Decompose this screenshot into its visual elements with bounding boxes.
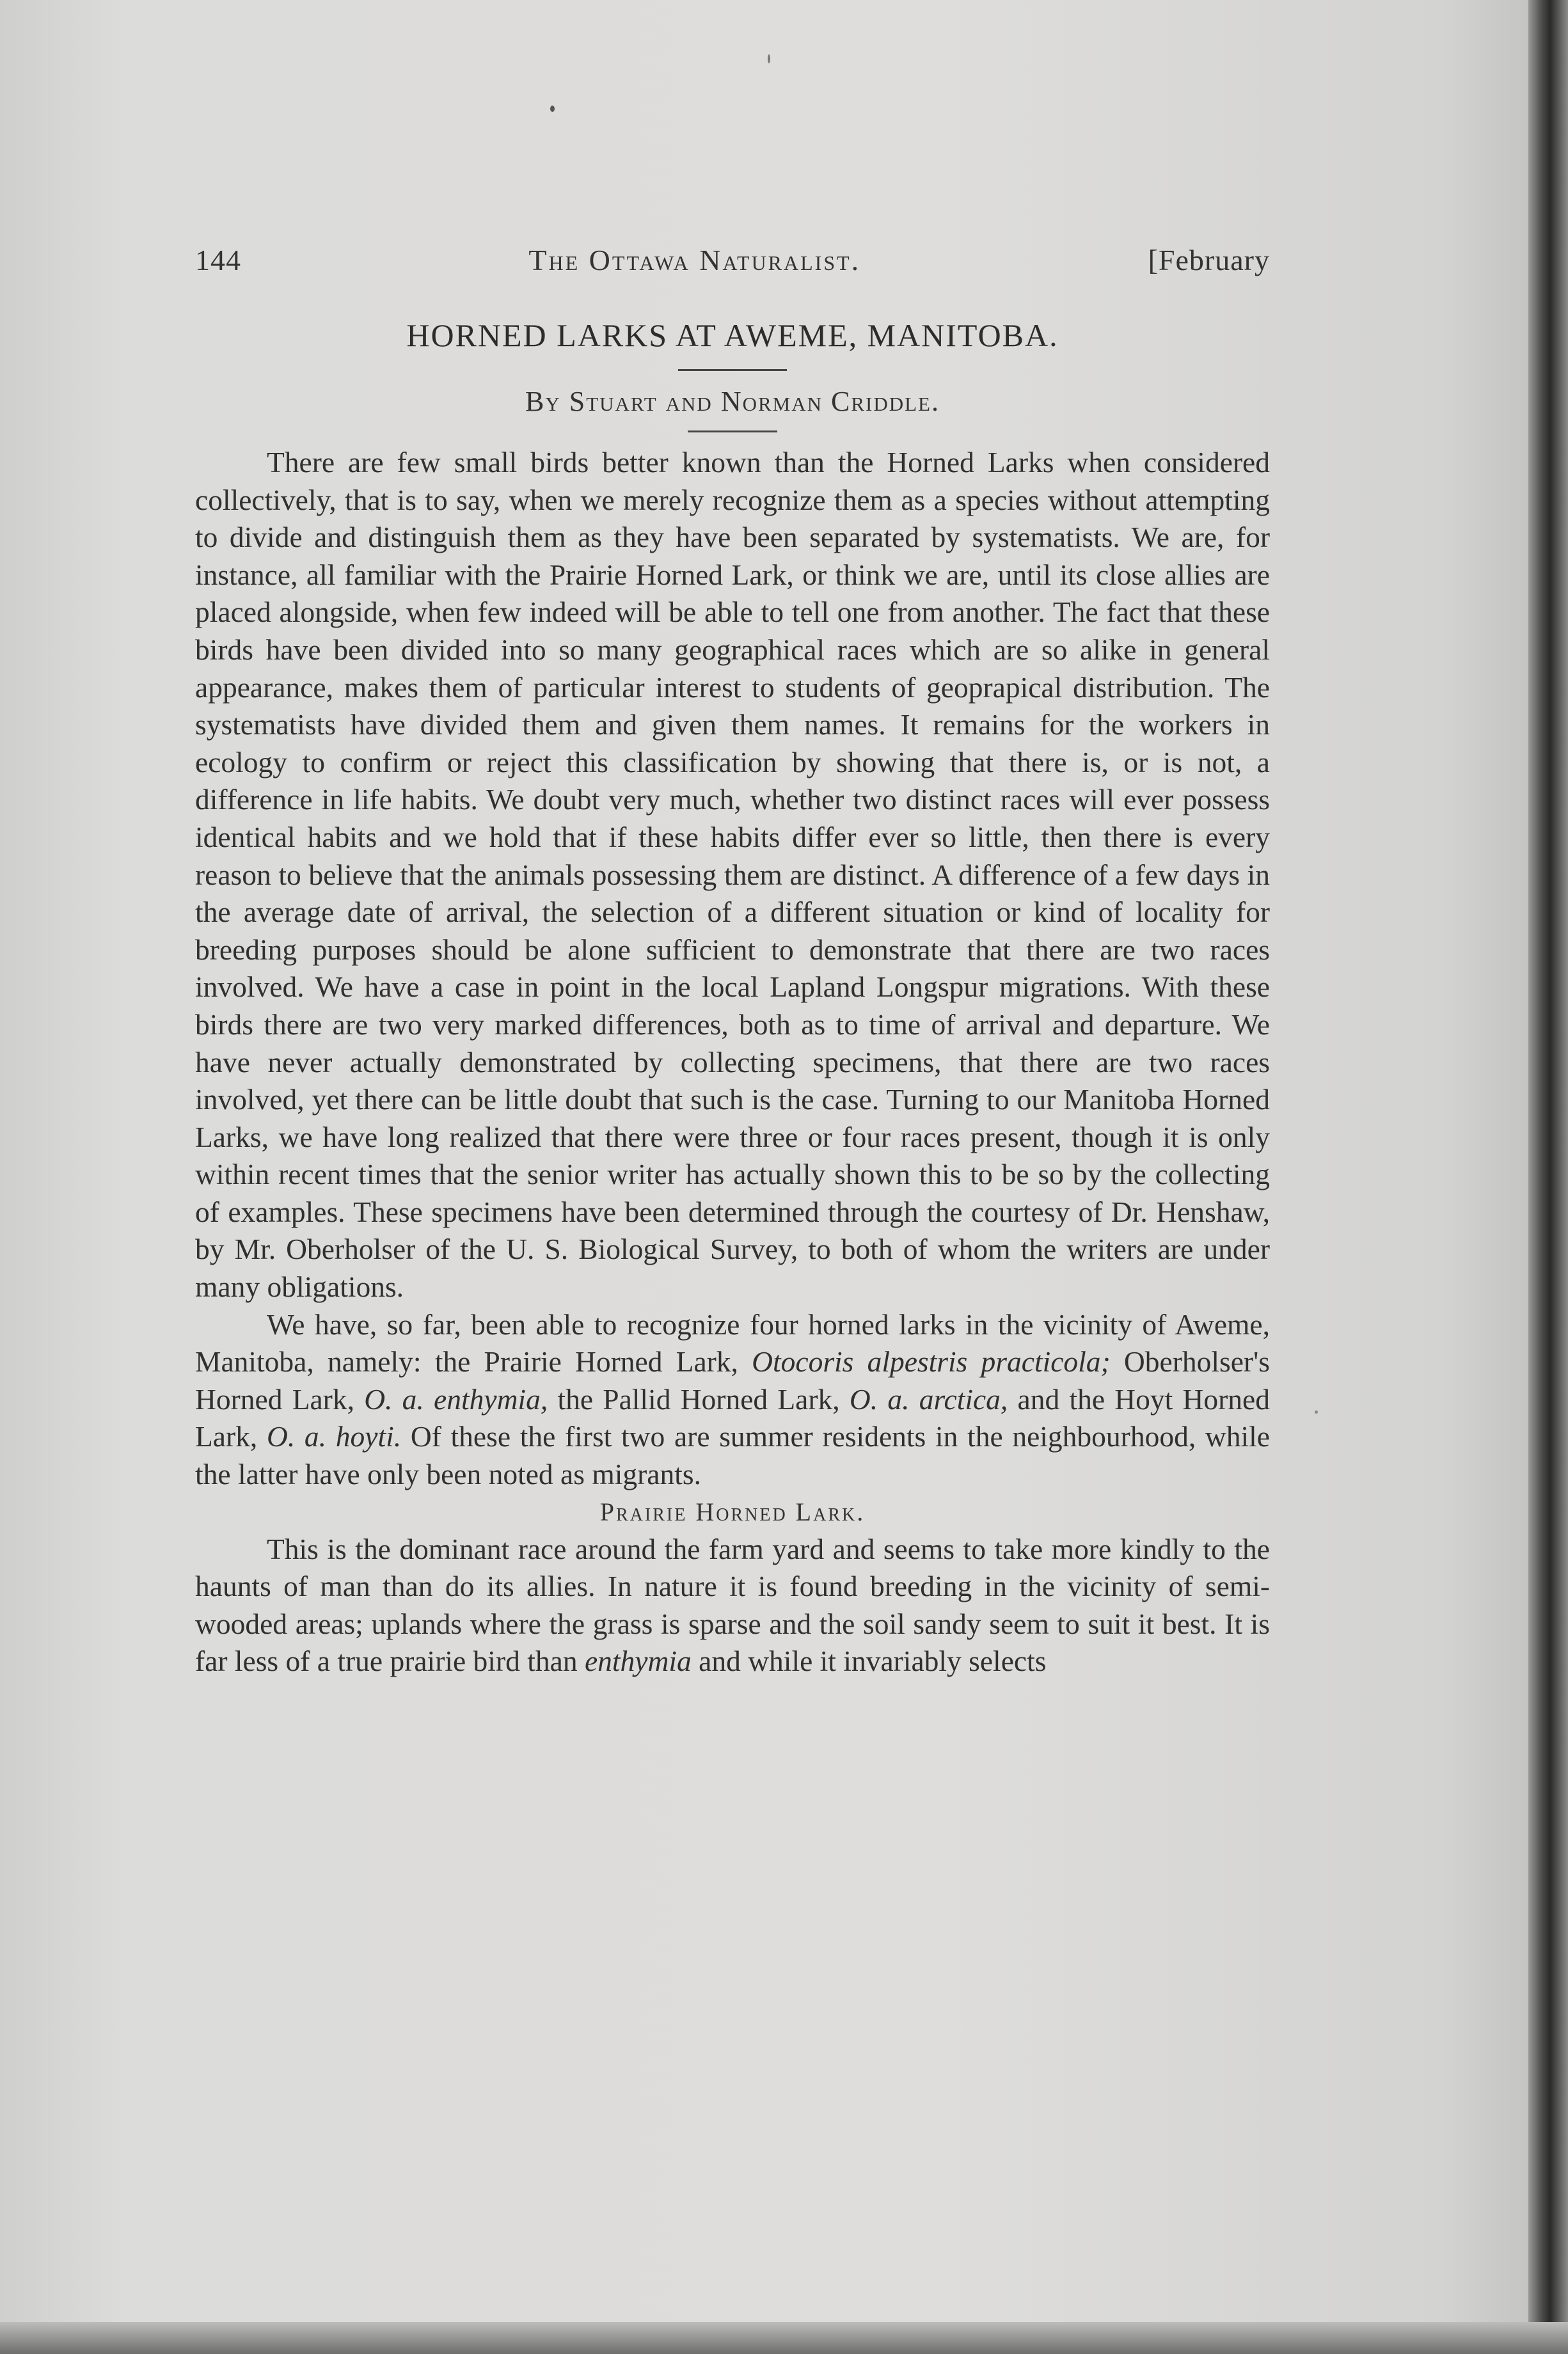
species-name: O. a. arctica, bbox=[849, 1382, 1008, 1416]
p3-text-a: This is the dominant race around the farm yard and seems to take more kindly to the haunts of man than do its allies. In nature it is found breeding in the vicinity of semi-wooded areas; uplands where the grass is sparse and the soil sandy seem to suit it best. It is far less of a true prairie bird than bbox=[195, 1532, 1270, 1678]
article-body bbox=[195, 243, 1270, 1680]
article-title: HORNED LARKS AT AWEME, MANITOBA. bbox=[406, 317, 1059, 353]
species-name: Otocoris alpestris practicola; bbox=[752, 1345, 1111, 1378]
species-name: O. a. hoyti. bbox=[266, 1420, 402, 1453]
title-rule bbox=[678, 369, 787, 371]
paragraph-3 bbox=[195, 1531, 1270, 1680]
dust-speck bbox=[1315, 1410, 1318, 1414]
p2-text-e: the Pallid Horned Lark, bbox=[548, 1382, 850, 1416]
page-bottom-edge bbox=[0, 2322, 1568, 2354]
byline-rule bbox=[688, 431, 777, 432]
article-byline: By Stuart and Norman Criddle. bbox=[525, 386, 940, 417]
dust-speck bbox=[550, 106, 555, 112]
page-number: 144 bbox=[195, 244, 241, 276]
issue-month: [February bbox=[1148, 244, 1270, 276]
p2-text-c: Oberholser's Horned Lark, bbox=[195, 1345, 1270, 1416]
paragraph-2 bbox=[195, 1306, 1270, 1494]
p2-text-g: and the Hoyt Horned Lark, bbox=[195, 1382, 1270, 1453]
species-name: enthymia bbox=[584, 1645, 692, 1678]
page-binding-edge bbox=[1528, 0, 1568, 2354]
p2-text-i: Of these the first two are summer residents in the neighbourhood, while the latter have only been noted as migrants. bbox=[195, 1420, 1270, 1491]
p3-text-c: and while it invariably selects bbox=[691, 1645, 1047, 1678]
p2-text-a: We have, so far, been able to recognize four horned larks in the vicinity of Aweme, Manitoba, namely: the Prairie Horned Lark, bbox=[195, 1307, 1270, 1378]
species-name: O. a. enthymia, bbox=[364, 1382, 548, 1416]
section-heading: Prairie Horned Lark. bbox=[599, 1497, 866, 1526]
running-head bbox=[195, 243, 1270, 277]
paragraph-1: There are few small birds better known than the Horned Larks when considered collectively, that is to say, when we merely recognize them as a species without attempting to divide and distinguish them as they have been separated by systematists. We are, for instance, all familiar with the Prairie Horned Lark, or think we are, until its close allies are placed alongside, when few indeed will be able to tell one from another. The fact that these birds have been divided into so many geographical races which are so alike in general appearance, makes them of particular interest to students of geoprapical distribution. The systematists have divided them and given them names. It remains for the workers in ecology to confirm or reject this classification by showing that there is, or is not, a difference in life habits. We doubt very much, whether two distinct races will ever possess identical habits and we hold that if these habits differ ever so little, then there is every reason to believe that the animals possessing them are distinct. A difference of a few days in the average date of arrival, the selection of a different situation or kind of locality for breeding purposes should be alone sufficient to demonstrate that there are two races involved. We have a case in point in the local Lapland Longspur migrations. With these birds there are two very marked differences, both as to time of arrival and departure. We have never actually demonstrated by collecting specimens, that there are two races involved, yet there can be little doubt that such is the case. Turning to our Manitoba Horned Larks, we have long realized that there were three or four races present, though it is only within recent times that the senior writer has actually shown this to be so by the collecting of examples. These specimens have been determined through the courtesy of Dr. Henshaw, by Mr. Oberholser of the U. S. Biological Survey, to both of whom the writers are under many obligations. bbox=[195, 446, 1270, 1304]
dust-speck bbox=[768, 54, 770, 63]
journal-title: The Ottawa Naturalist. bbox=[528, 244, 861, 276]
